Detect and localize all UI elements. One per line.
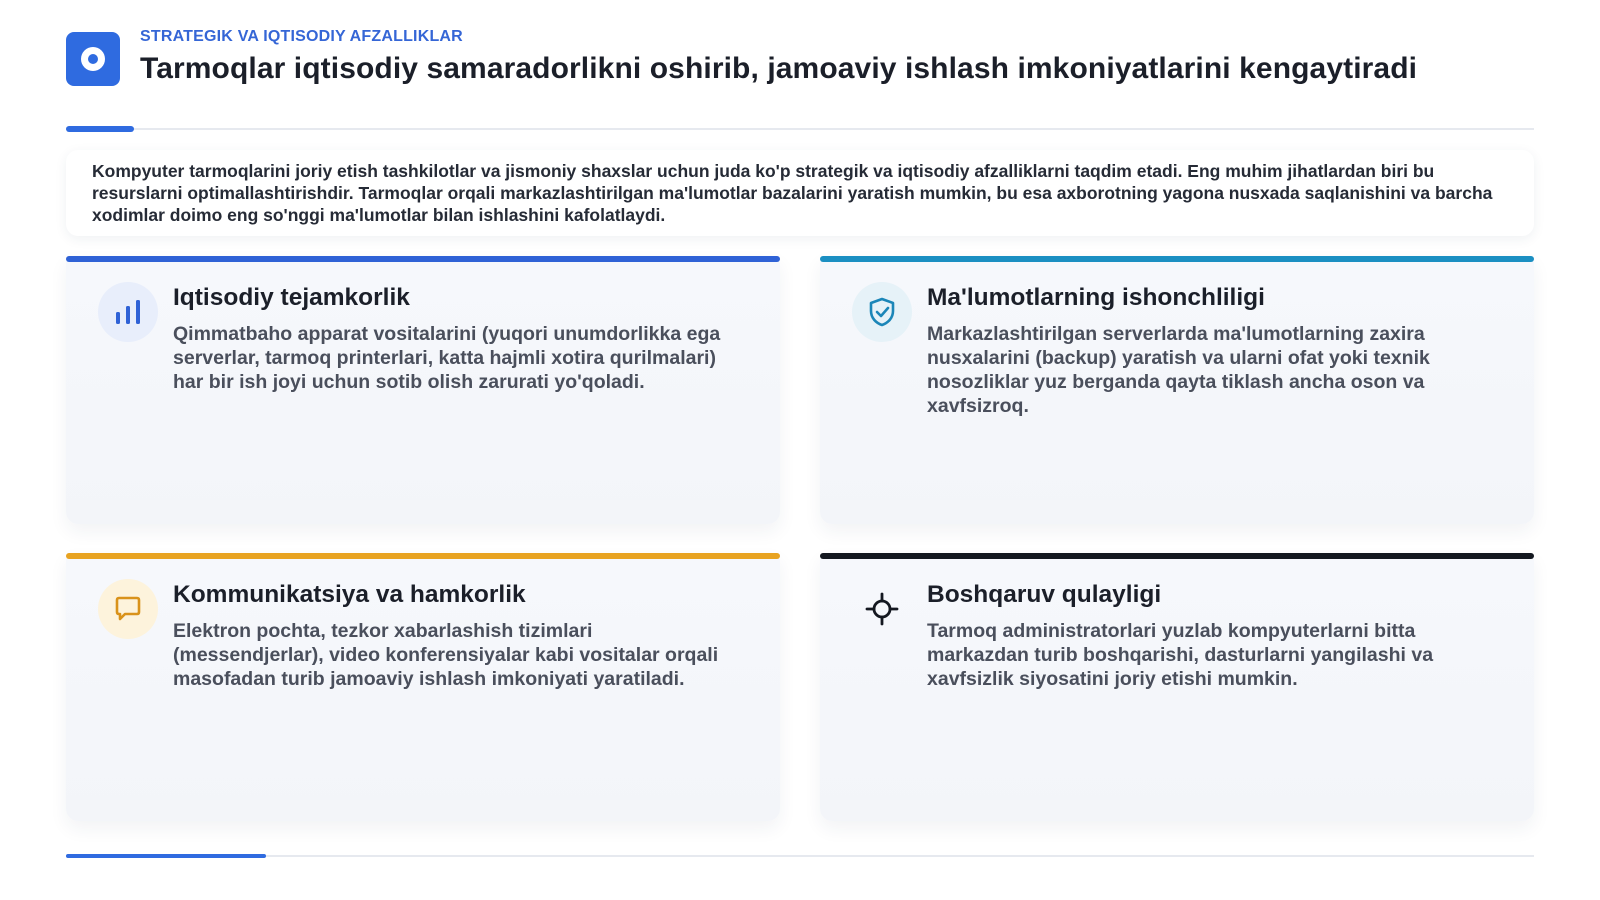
intro-paragraph: Kompyuter tarmoqlarini joriy etish tashkilotlar va jismoniy shaxslar uchun juda ko'p strategik va iqtisodiy afzalliklarni taqdim etadi. Eng muhim jihatlardan biri bu resurslarni optimallashtirishdir. Tarmoqlar orqali markazlashtirilgan ma'lumotlar bazalarini yaratish mumkin, bu esa axborotning yagona nusxada saqlanishini va barcha xodimlar doimo eng so'nggi ma'lumotlar bilan ishlashini kafolatlaydi.	[66, 150, 1534, 236]
card-description: Tarmoq administratorlari yuzlab kompyuterlarni bitta markazdan turib boshqarishi, dasturlarni yangilashi va xavfsizlik siyosatini joriy etishi mumkin.	[927, 620, 1434, 690]
benefit-card-economy	[66, 256, 780, 524]
benefit-card-reliability	[820, 256, 1534, 524]
section-kicker: STRATEGIK VA IQTISODIY AFZALLIKLAR	[140, 28, 463, 45]
footer-progress-accent	[66, 854, 266, 858]
benefit-card-communication	[66, 553, 780, 821]
footer-divider	[66, 855, 1534, 857]
card-accent-bar	[66, 553, 780, 559]
card-description: Qimmatbaho apparat vositalarini (yuqori unumdorlikka ega serverlar, tarmoq printerlari, katta hajmli xotira qurilmalari) har bir ish joyi uchun sotib olish zarurati yo'qoladi.	[173, 323, 721, 393]
crosshair-icon	[852, 579, 912, 639]
page-title: Tarmoqlar iqtisodiy samaradorlikni oshirib, jamoaviy ishlash imkoniyatlarini kengaytiradi	[140, 52, 1418, 85]
card-description: Markazlashtirilgan serverlarda ma'lumotlarning zaxira nusxalarini (backup) yaratish va ularni ofat yoki texnik nosozliklar yuz berganda qayta tiklash ancha oson va xavfsizroq.	[927, 323, 1430, 417]
bar-chart-icon	[98, 282, 158, 342]
card-title: Iqtisodiy tejamkorlik	[173, 284, 410, 311]
header-divider-accent	[66, 126, 134, 132]
card-accent-bar	[820, 256, 1534, 262]
card-title: Boshqaruv qulayligi	[927, 581, 1162, 608]
slide-header	[66, 26, 1536, 96]
benefit-card-management	[820, 553, 1534, 821]
target-circle-icon	[66, 32, 120, 86]
card-accent-bar	[66, 256, 780, 262]
chat-bubble-icon	[98, 579, 158, 639]
shield-check-icon	[852, 282, 912, 342]
header-divider	[66, 128, 1534, 130]
card-title: Ma'lumotlarning ishonchliligi	[927, 284, 1265, 311]
card-title: Kommunikatsiya va hamkorlik	[173, 581, 526, 608]
card-accent-bar	[820, 553, 1534, 559]
card-description: Elektron pochta, tezkor xabarlashish tizimlari (messendjerlar), video konferensiyalar kabi vositalar orqali masofadan turib jamoaviy ishlash imkoniyati yaratiladi.	[173, 620, 719, 690]
